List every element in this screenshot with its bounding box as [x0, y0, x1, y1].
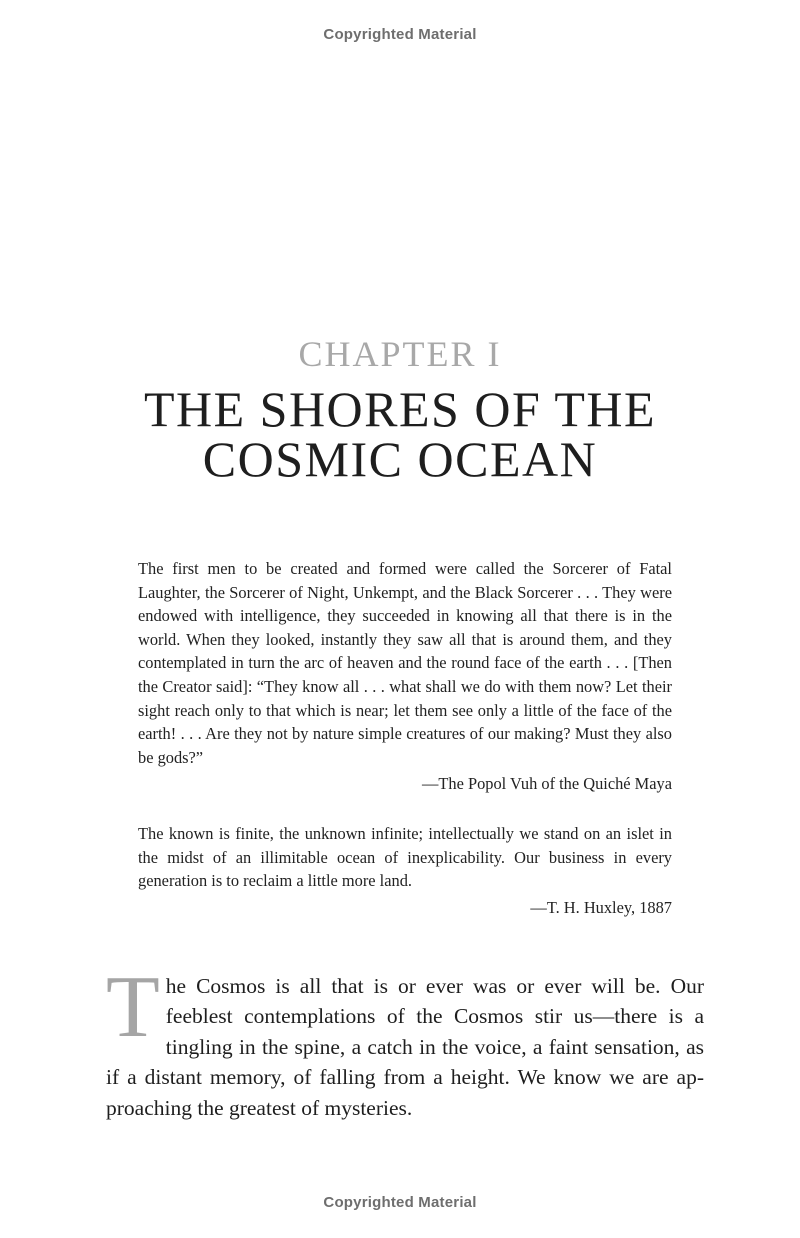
epigraph-popol-vuh: [138, 557, 672, 796]
epigraph-text: The first men to be created and formed were called the Sorcerer of Fatal Laughter, the Sorcerer of Night, Unkempt, and the Black Sorcerer . . . They were endowed with intelligence, they succeeded in knowing all that there is in the world. When they looked, instantly they saw all that is around them, and they contemplated in turn the arc of heaven and the round face of the earth . . . [Then the Creator said]: “They know all . . . what shall we do with them now? Let their sight reach only to that which is near; let them see only a little of the face of the earth! . . . Are they not by nature simple creatures of our making? Must they also be gods?”: [138, 559, 672, 767]
epigraph-text: The known is finite, the unknown infinite; intellectually we stand on an islet in the midst of an illimitable ocean of inexplicability. Our business in every generation is to reclaim a little more land.: [138, 824, 672, 891]
epigraph-huxley: [138, 822, 672, 920]
chapter-label: CHAPTER I: [298, 334, 502, 374]
chapter-title: [0, 381, 800, 487]
chapter-title-line-1: THE SHORES OF THE: [143, 381, 657, 437]
copyright-watermark-top: Copyrighted Material: [323, 26, 477, 43]
opening-paragraph-text: he Cosmos is all that is or ever was or ever will be. Our feeblest contemplations of the Cosmos stir us—there is a tingling in the spine, a catch in the voice, a faint sensation, as if a distant memory, of falling from a height. We know we are approaching the greatest of mysteries.: [106, 974, 704, 1120]
chapter-title-line-2: COSMIC OCEAN: [202, 431, 598, 487]
drop-cap: T: [106, 959, 160, 1056]
epigraph-attribution: —The Popol Vuh of the Quiché Maya: [422, 774, 672, 794]
opening-paragraph: [106, 959, 704, 1123]
copyright-watermark-bottom: Copyrighted Material: [323, 1194, 477, 1211]
epigraph-attribution: —T. H. Huxley, 1887: [530, 897, 672, 917]
